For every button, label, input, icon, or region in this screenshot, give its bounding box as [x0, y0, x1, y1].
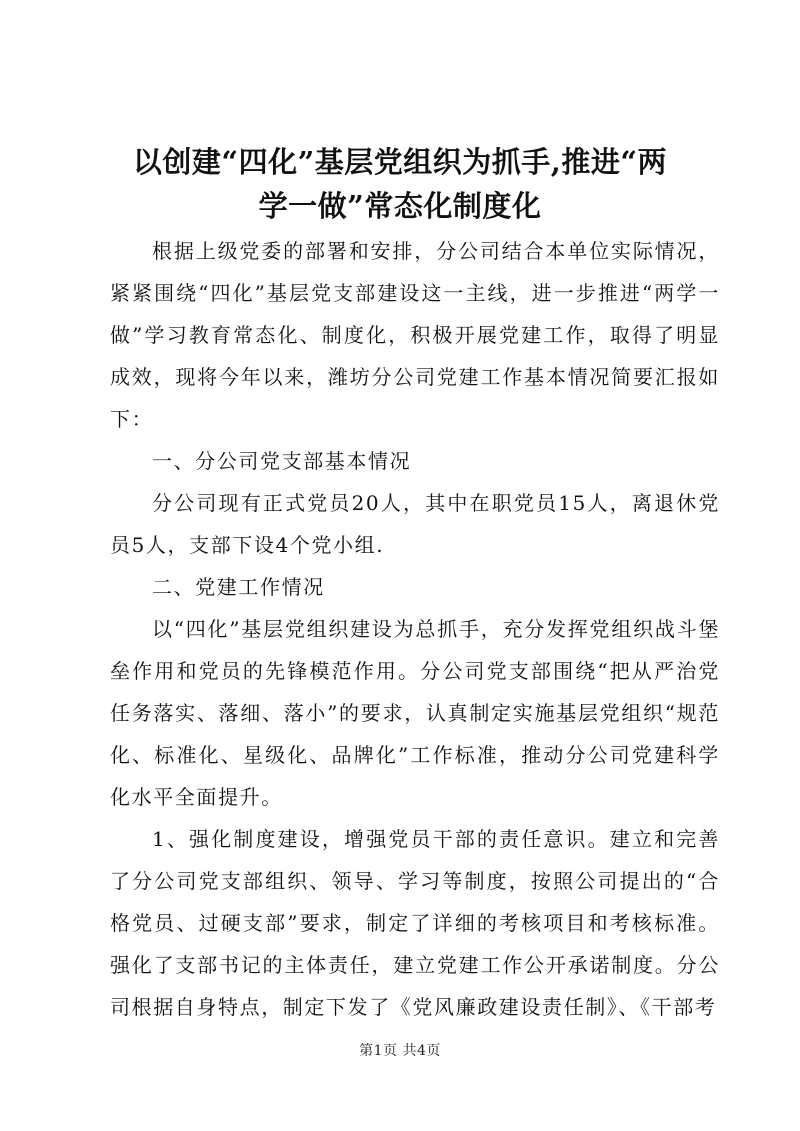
- document-body: [110, 230, 720, 1028]
- document-title-line-1: 以创建“四化”基层党组织为抓手,推进“两: [132, 145, 668, 179]
- page-footer: 第1页 共4页: [359, 1043, 441, 1059]
- paragraph-intro: 根据上级党委的部署和安排，分公司结合本单位实际情况，紧紧围绕“四化”基层党支部建设这一主线，进一步推进“两学一做”学习教育常态化、制度化，积极开展党建工作，取得了明显成效，现将今年以来，潍坊分公司党建工作基本情况简要汇报如下：: [110, 239, 720, 431]
- document-title-line-2: 学一做”常态化制度化: [258, 189, 542, 223]
- paragraph-branch-info: 分公司现有正式党员20人，其中在职党员15人，离退休党员5人，支部下设4个党小组.: [110, 491, 720, 557]
- section-heading-2: 二、党建工作情况: [152, 575, 325, 599]
- paragraph-system-building: 1、强化制度建设，增强党员干部的责任意识。建立和完善了分公司党支部组织、领导、学习等制度，按照公司提出的“合格党员、过硬支部”要求，制定了详细的考核项目和考核标准。强化了支部书记的主体责任，建立党建工作公开承诺制度。分公司根据自身特点，制定下发了《党风廉政建设责任制》、《干部考: [110, 827, 720, 1019]
- paragraph-work-overview: 以“四化”基层党组织建设为总抓手，充分发挥党组织战斗堡垒作用和党员的先锋模范作用。分公司党支部围绕“把从严治党任务落实、落细、落小”的要求，认真制定实施基层党组织“规范化、标准化、星级化、品牌化”工作标准，推动分公司党建科学化水平全面提升。: [110, 617, 720, 809]
- section-heading-1: 一、分公司党支部基本情况: [152, 449, 412, 473]
